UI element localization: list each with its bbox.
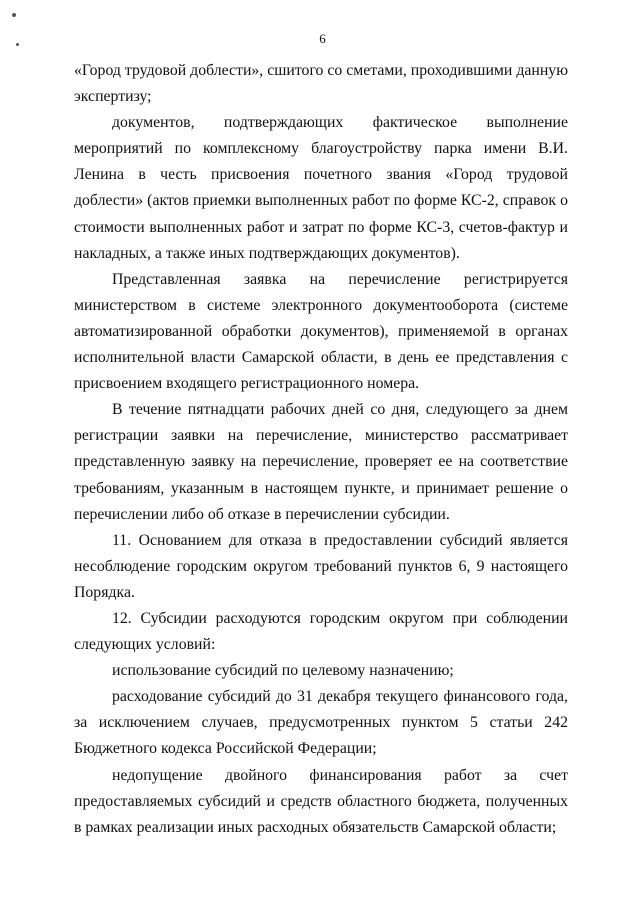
paragraph-review-period: В течение пятнадцати рабочих дней со дня, следующего за днем регистрации заявки на перечисление, министерство рассматривает представленную заявку на перечисление, проверяет ее на соответствие требованиям, указанным в настоящем пункте, и принимает решение о перечислении либо об отказе в перечислении субсидии. [74, 401, 568, 523]
paragraph-registration: Представленная заявка на перечисление регистрируется министерством в системе электронного документооборота (системе автоматизированной обработки документов), применяемой в органах исполнительной власти Самарской области, в день ее представления с присвоением входящего регистрационного номера. [74, 270, 568, 393]
paragraph-continuation: «Город трудовой доблести», сшитого со сметами, проходившими данную экспертизу; [74, 62, 568, 106]
document-body [74, 58, 568, 841]
page-number: 6 [319, 31, 326, 46]
paragraph-condition-double-funding: недопущение двойного финансирования работ за счет предоставляемых субсидий и средств областного бюджета, полученных в рамках реализации иных расходных обязательств Самарской области; [74, 766, 568, 836]
paragraph-item-11: 11. Основанием для отказа в предоставлении субсидий является несоблюдение городским округом требований пунктов 6, 9 настоящего Порядка. [74, 531, 568, 601]
paragraph-condition-deadline: расходование субсидий до 31 декабря текущего финансового года, за исключением случаев, предусмотренных пунктом 5 статьи 242 Бюджетного кодекса Российской Федерации; [74, 688, 568, 758]
paragraph-item-12: 12. Субсидии расходуются городским округом при соблюдении следующих условий: [74, 609, 568, 654]
paragraph-condition-purpose: использование субсидий по целевому назначению; [112, 662, 454, 680]
paragraph-supporting-documents: документов, подтверждающих фактическое выполнение мероприятий по комплексному благоустройству парка имени В.И. Ленина в честь присвоения почетного звания «Город трудовой доблести» (актов приемки выполненных работ по форме КС-2, справок о стоимости выполненных работ и затрат по форме КС-3, счетов-фактур и накладных, а также иных подтверждающих документов). [74, 114, 568, 262]
scan-dot-mark [12, 13, 16, 17]
